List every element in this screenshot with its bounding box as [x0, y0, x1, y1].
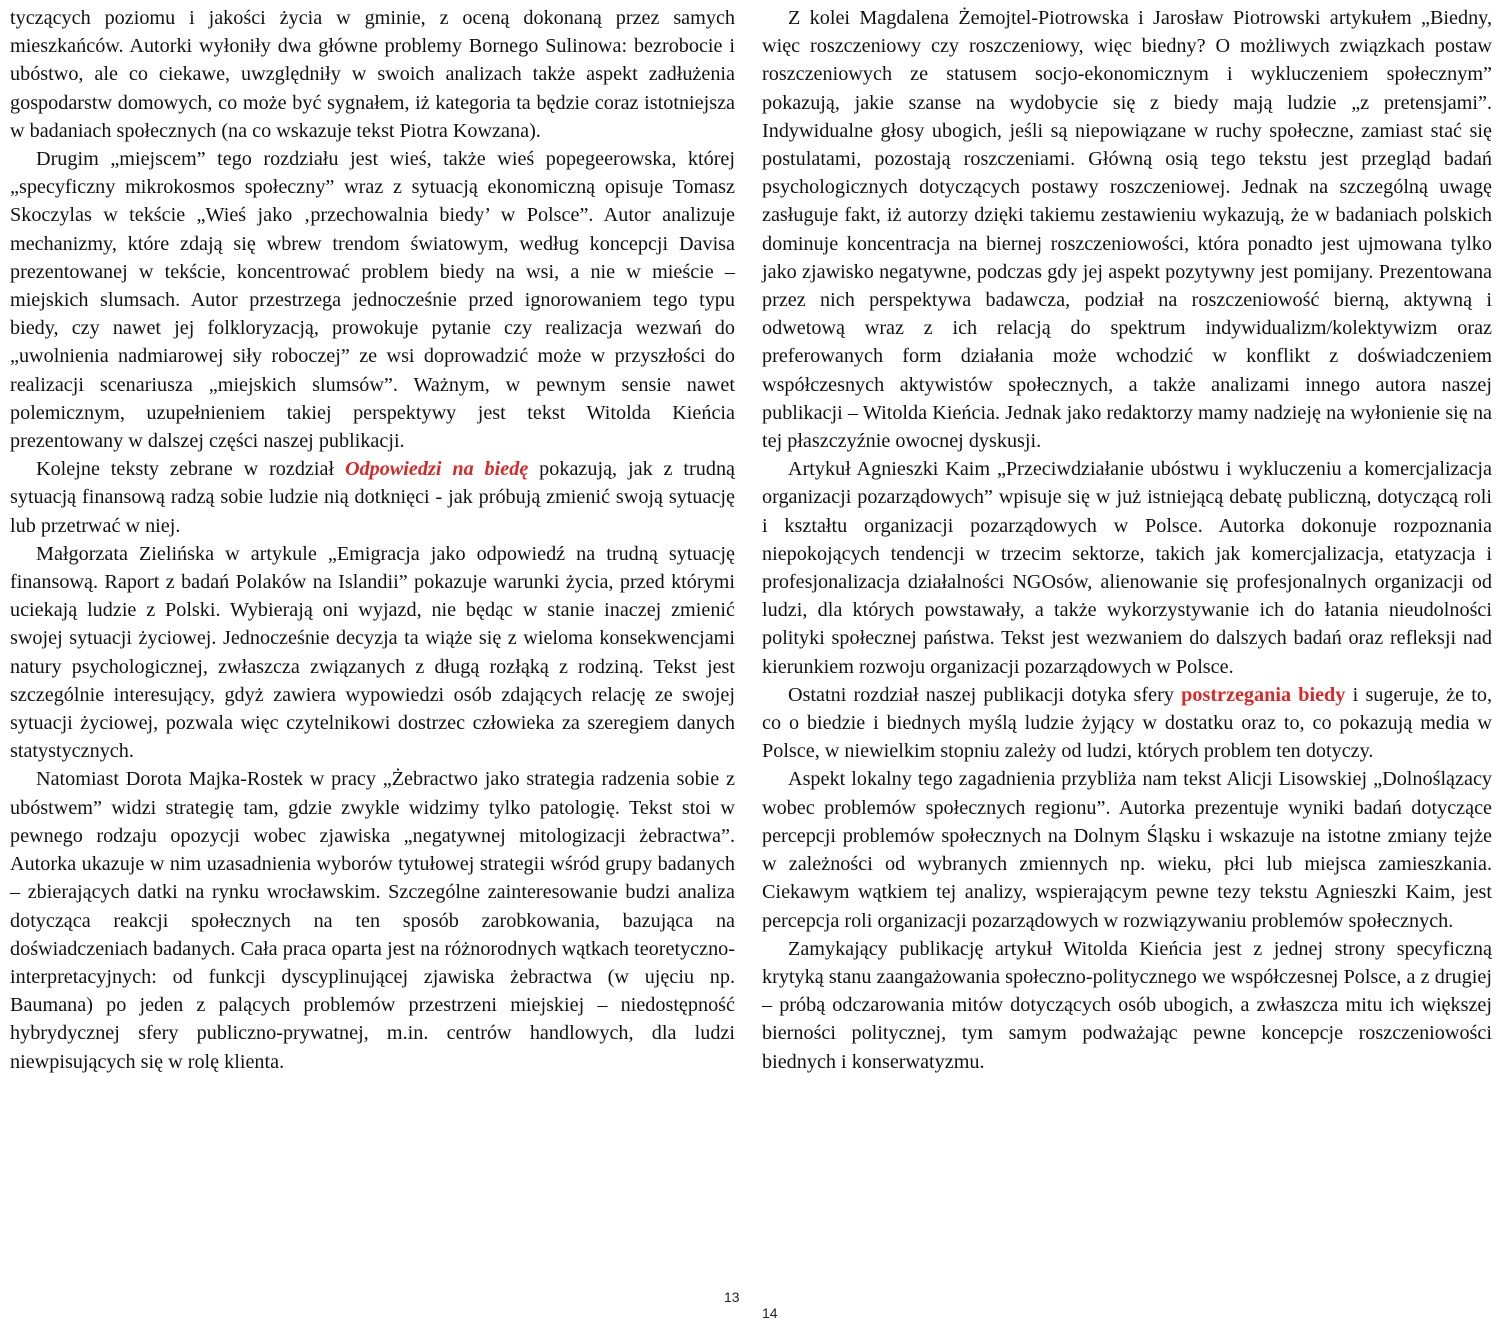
- paragraph-text: pokazują, jak z trudną sytuacją finansową radzą sobie ludzie nią dotknięci - jak próbują zmienić swoją sytuację lub przetrwać w niej.: [10, 458, 735, 537]
- paragraph-text: Ostatni rozdział naszej publikacji dotyka sfery: [788, 683, 1182, 706]
- paragraph: [762, 681, 1492, 766]
- paragraph: Małgorzata Zielińska w artykule „Emigracja jako odpowiedź na trudną sytuację finansową. Raport z badań Polaków na Islandii” pokazuje warunki życia, przed którymi uciekają ludzie z Polski. Wybierają oni wyjazd, nie będąc w stanie inaczej zmienić swojej sytuacji życiowej. Jednocześnie decyzja ta wiąże się z wieloma konsekwencjami natury psychologicznej, zwłaszcza związanych z długą rozłąką z rodziną. Tekst jest szczególnie interesujący, gdyż zawiera wypowiedzi osób zdających relację ze swojej sytuacji życiowej, pozwala więc czytelnikowi dostrzec człowieka za szeregiem danych statystycznych.: [10, 542, 735, 763]
- paragraph: Aspekt lokalny tego zagadnienia przybliża nam tekst Alicji Lisowskiej „Dolnoślązacy wobec problemów społecznych regionu”. Autorka prezentuje wyniki badań dotyczące percepcji problemów społecznych na Dolnym Śląsku i wskazuje na istotne zmiany tejże w zależności od wybranych zmiennych np. wieku, płci lub miejsca zamieszkania. Ciekawym wątkiem tej analizy, wspierającym pewne tezy tekstu Agnieszki Kaim, jest percepcja roli organizacji pozarządowych w rozwiązywaniu problemów społecznych.: [762, 768, 1492, 932]
- right-page: [750, 0, 1500, 1327]
- paragraph: Natomiast Dorota Majka-Rostek w pracy „Żebractwo jako strategia radzenia sobie z ubóstwem” widzi strategię tam, gdzie zwykle widzimy tylko patologię. Tekst stoi w pewnego rodzaju opozycji wobec zjawiska „negatywnej mitologizacji żebractwa”. Autorka ukazuje w nim uzasadnienia wyborów tytułowej strategii wśród grupy badanych – zbierających datki na rynku wrocławskim. Szczególne zainteresowanie budzi analiza dotycząca reakcji społecznych na ten sposób zarobkowania, bazująca na doświadczeniach badanych. Cała praca oparta jest na różnorodnych wątkach teoretyczno-interpretacyjnych: od funkcji dyscyplinującej zjawiska żebractwa (w ujęciu np. Baumana) po jeden z palących problemów przestrzeni miejskiej – niedostępność hybrydycznej sfery publiczno-prywatnej, m.in. centrów handlowych, dla ludzi niewpisujących się w rolę klienta.: [10, 768, 735, 1073]
- paragraph: Z kolei Magdalena Żemojtel-Piotrowska i Jarosław Piotrowski artykułem „Biedny, więc roszczeniowy czy roszczeniowy, więc biedny? O możliwych związkach postaw roszczeniowych ze statusem socjo-ekonomicznym i wykluczeniem społecznym” pokazują, jakie szanse na wydobycie się z biedy mają ludzie „z pretensjami”. Indywidualne głosy ubogich, jeśli są niepowiązane w ruchy społeczne, zamiast stać się postulatami, pozostają roszczeniami. Główną osią tego tekstu jest przegląd badań psychologicznych dotyczących postawy roszczeniowej. Jednak na szczególną uwagę zasługuje fakt, iż autorzy dzięki takiemu zestawieniu wykazują, że w badaniach polskich dominuje koncentracja na biernej roszczeniowości, która ponadto jest ujmowana tylko jako zjawisko negatywne, podczas gdy jej aspekt pozytywny jest pomijany. Prezentowana przez nich perspektywa badawcza, podział na roszczeniowość bierną, aktywną i odwetową wraz z ich relacją do spektrum indywidualizm/kolektywizm oraz preferowanych form działania może wchodzić w konflikt z doświadczeniem współczesnych aktywistów społecznych, a także analizami innego autora naszej publikacji – Witolda Kieńcia. Jednak jako redaktorzy mamy nadzieję na wyłonienie się na tej płaszczyźnie owocnej dyskusji.: [762, 7, 1492, 453]
- paragraph: Drugim „miejscem” tego rozdziału jest wieś, także wieś popegeerowska, której „specyficzny mikrokosmos społeczny” wraz z sytuacją ekonomiczną opisuje Tomasz Skoczylas w tekście „Wieś jako ‚przechowalnia biedy’ w Polsce”. Autor analizuje mechanizmy, które zdają się wbrew trendom światowym, według koncepcji Davisa prezentowanej w tekście, koncentrować problem biedy na wsi, a nie w mieście – miejskich slumsach. Autor przestrzega jednocześnie przed ignorowaniem tego typu biedy, czy nawet jej folkloryzacją, prowokuje pytanie czy realizacja wezwań do „uwolnienia nadmiarowej siły roboczej” ze wsi doprowadzić może w przyszłości do realizacji scenariusza „miejskich slumsów”. Ważnym, w pewnym sensie nawet polemicznym, uzupełnieniem takiej perspektywy jest tekst Witolda Kieńcia prezentowany w dalszej części naszej publikacji.: [10, 148, 735, 453]
- left-page-text: [10, 4, 735, 1076]
- paragraph: tyczących poziomu i jakości życia w gminie, z oceną dokonaną przez samych mieszkańców. Autorki wyłoniły dwa główne problemy Bornego Sulinowa: bezrobocie i ubóstwo, ale co ciekawe, uwzględniły w swoich analizach także aspekt zadłużenia gospodarstw domowych, co może być sygnałem, iż kategoria ta będzie coraz istotniejsza w badaniach społecznych (na co wskazuje tekst Piotra Kowzana).: [10, 7, 735, 142]
- paragraph: Artykuł Agnieszki Kaim „Przeciwdziałanie ubóstwu i wykluczeniu a komercjalizacja organizacji pozarządowych” wpisuje się w już istniejącą debatę publiczną, dotyczącą roli i kształtu organizacji pozarządowych w Polsce. Autorka dokonuje rozpoznania niepokojących tendencji w trzecim sektorze, takich jak komercjalizacja, etatyzacja i profesjonalizacja działalności NGOsów, alienowanie się profesjonalnych organizacji od ludzi, dla których powstawały, a także wykorzystywanie ich do łatania nieudolności polityki społecznej państwa. Tekst jest wezwaniem do dalszych badań oraz refleksji nad kierunkiem rozwoju organizacji pozarządowych w Polsce.: [762, 458, 1492, 678]
- paragraph: [10, 455, 735, 540]
- chapter-title-highlight: postrzegania biedy: [1181, 683, 1346, 706]
- page-number: 14: [762, 1305, 778, 1321]
- paragraph: Zamykający publikację artykuł Witolda Kieńcia jest z jednej strony specyficzną krytyką stanu zaangażowania społeczno-politycznego we współczesnej Polsce, a z drugiej – próbą odczarowania mitów dotyczących osób ubogich, a zwłaszcza mitu ich większej bierności politycznej, tym samym podważając pewne koncepcje roszczeniowości biednych i konserwatyzmu.: [762, 937, 1492, 1073]
- right-page-text: [762, 4, 1492, 1076]
- paragraph-text: Kolejne teksty zebrane w rozdział: [36, 458, 345, 481]
- paragraph-text: i sugeruje, że to, co o biedzie i biednych myślą ludzie żyjący w dostatku oraz to, co pokazują media w Polsce, w niewielkim stopniu zależy od ludzi, których problem ten dotyczy.: [762, 683, 1493, 763]
- page-number: 13: [724, 1289, 740, 1305]
- chapter-title-highlight: Odpowiedzi na biedę: [344, 458, 529, 481]
